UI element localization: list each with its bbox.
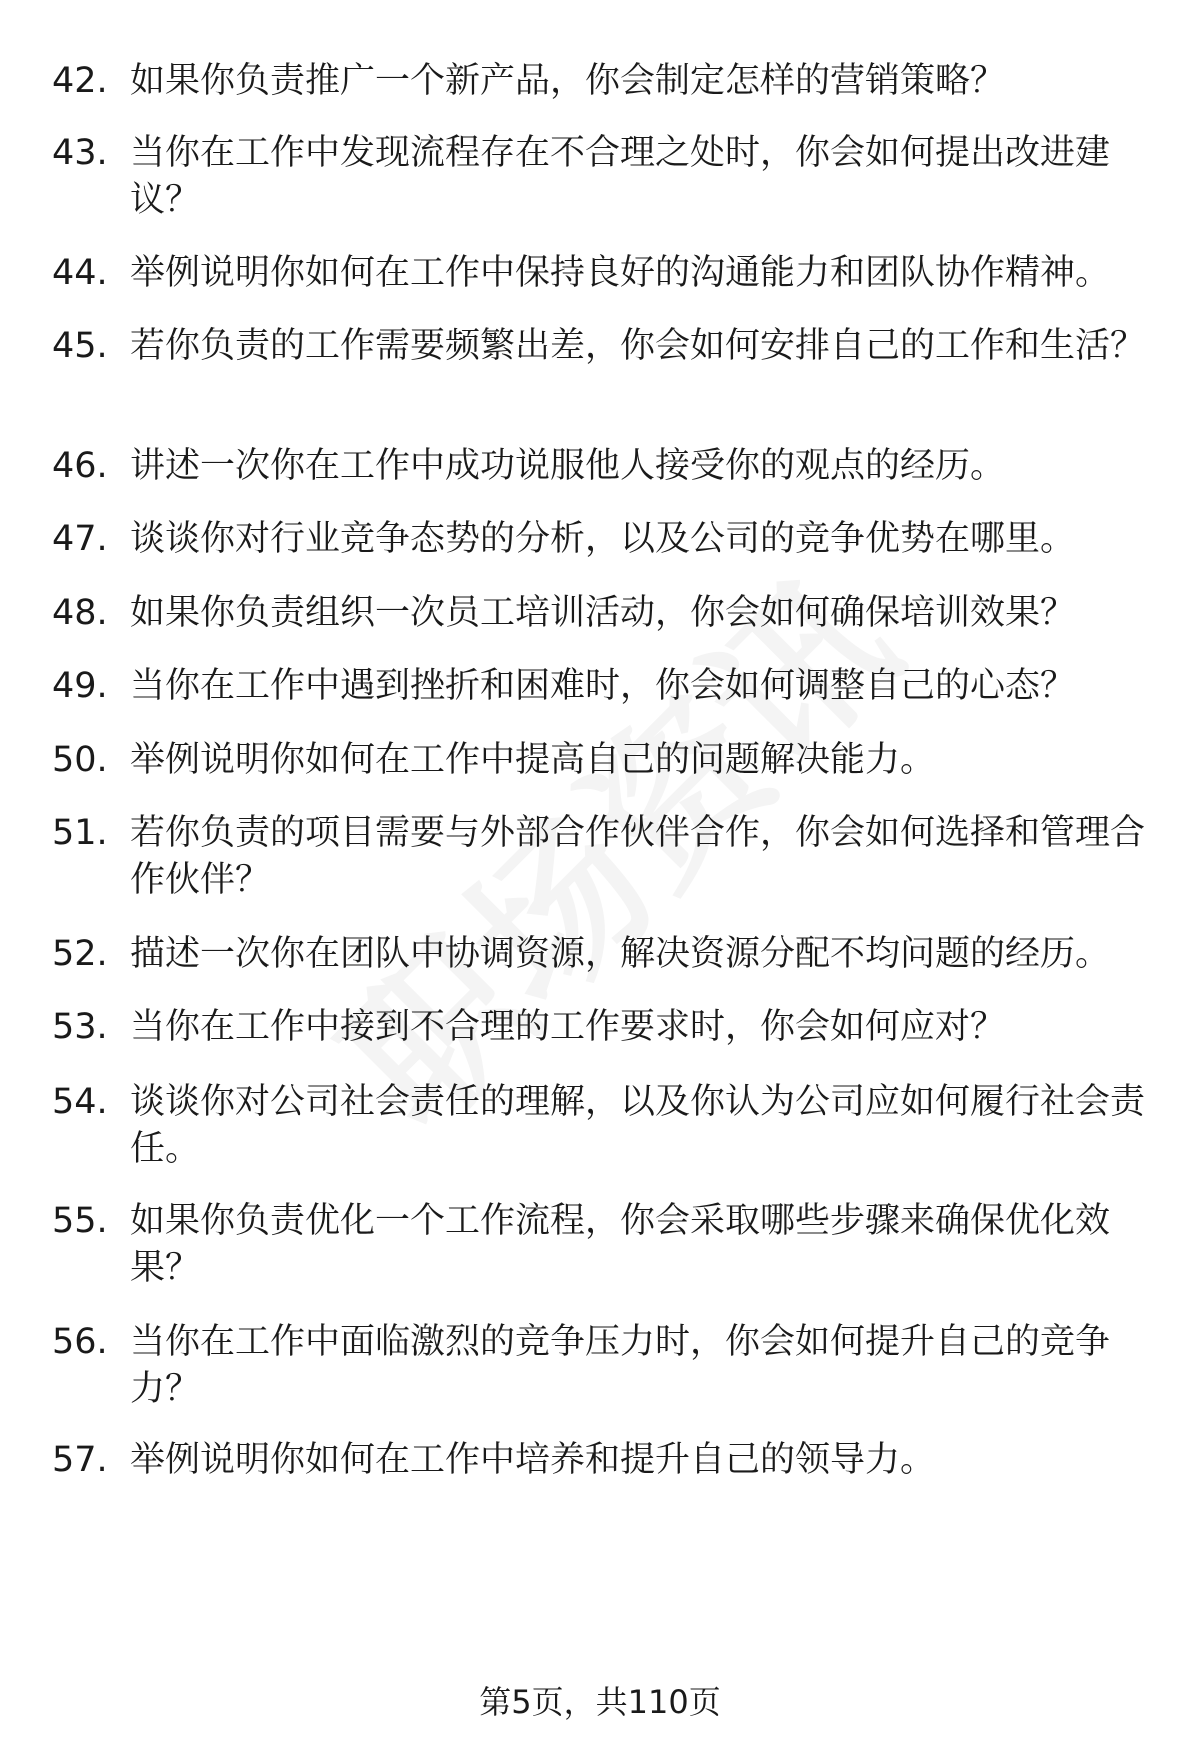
question-text: 如果你负责推广一个新产品，你会制定怎样的营销策略？ xyxy=(130,61,1006,101)
question-text: 谈谈你对行业竞争态势的分析，以及公司的竞争优势在哪里。 xyxy=(130,519,1076,559)
question-number: 50. xyxy=(52,740,108,780)
question-number: 47. xyxy=(52,519,108,559)
question-text: 描述一次你在团队中协调资源，解决资源分配不均问题的经历。 xyxy=(130,934,1111,974)
question-text: 若你负责的项目需要与外部合作伙伴合作，你会如何选择和管理合作伙伴？ xyxy=(130,813,1146,900)
question-number: 52. xyxy=(52,934,108,974)
question-text: 当你在工作中接到不合理的工作要求时，你会如何应对？ xyxy=(130,1007,1006,1047)
question-number: 46. xyxy=(52,446,108,486)
question-text: 讲述一次你在工作中成功说服他人接受你的观点的经历。 xyxy=(130,446,1006,486)
question-number: 51. xyxy=(52,813,108,853)
question-number: 44. xyxy=(52,253,108,293)
question-text: 如果你负责优化一个工作流程，你会采取哪些步骤来确保优化效果？ xyxy=(130,1201,1111,1288)
page-indicator: 第5页，共110页 xyxy=(479,1683,721,1721)
question-number: 45. xyxy=(52,326,108,366)
question-text: 举例说明你如何在工作中提高自己的问题解决能力。 xyxy=(130,740,936,780)
question-number: 49. xyxy=(52,666,108,706)
question-number: 48. xyxy=(52,593,108,633)
question-text: 举例说明你如何在工作中保持良好的沟通能力和团队协作精神。 xyxy=(130,253,1111,293)
question-number: 54. xyxy=(52,1082,108,1122)
question-number: 43. xyxy=(52,133,108,173)
question-number: 42. xyxy=(52,61,108,101)
question-number: 56. xyxy=(52,1322,108,1362)
question-text: 若你负责的工作需要频繁出差，你会如何安排自己的工作和生活？ xyxy=(130,326,1146,366)
question-text: 当你在工作中发现流程存在不合理之处时，你会如何提出改进建议？ xyxy=(130,133,1111,220)
question-text: 如果你负责组织一次员工培训活动，你会如何确保培训效果？ xyxy=(130,593,1076,633)
question-text: 谈谈你对公司社会责任的理解，以及你认为公司应如何履行社会责任。 xyxy=(130,1082,1146,1169)
question-text: 当你在工作中面临激烈的竞争压力时，你会如何提升自己的竞争力？ xyxy=(130,1322,1111,1409)
question-number: 53. xyxy=(52,1007,108,1047)
question-text: 当你在工作中遇到挫折和困难时，你会如何调整自己的心态？ xyxy=(130,666,1076,706)
question-number: 57. xyxy=(52,1440,108,1480)
question-number: 55. xyxy=(52,1201,108,1241)
question-text: 举例说明你如何在工作中培养和提升自己的领导力。 xyxy=(130,1440,936,1480)
